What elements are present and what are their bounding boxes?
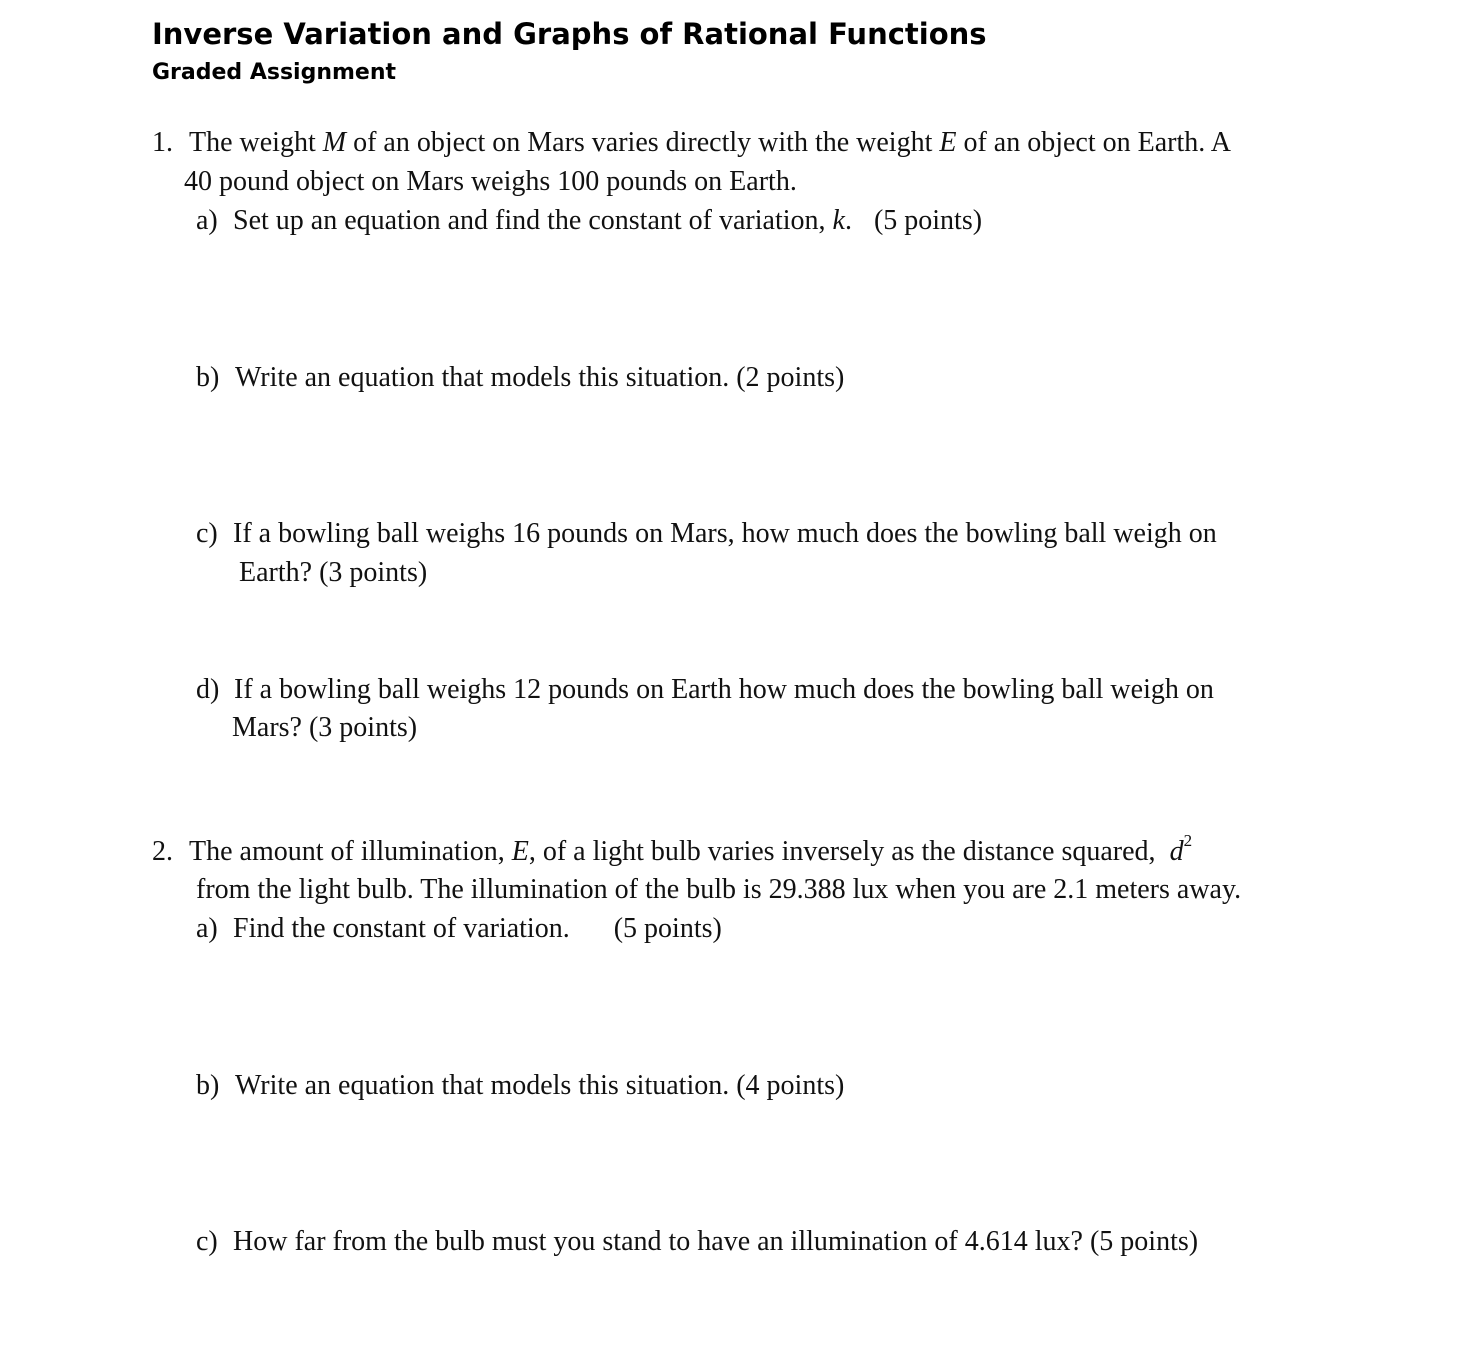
q1-d-text: If a bowling ball weighs 12 pounds on Earth how much does the bowling ball weigh on bbox=[234, 674, 1214, 705]
q1-a-points: (5 points) bbox=[873, 205, 983, 236]
q2-var-d: d bbox=[1169, 836, 1184, 867]
q1-part-b bbox=[196, 359, 844, 397]
q2-exponent: 2 bbox=[1183, 831, 1193, 850]
q2-part-a bbox=[196, 910, 722, 948]
q1-part-c bbox=[196, 515, 1217, 553]
q1-stem-text: of an object on Earth. A bbox=[963, 127, 1231, 158]
q1-number: 1. bbox=[152, 127, 173, 158]
q1-stem-line1 bbox=[152, 124, 1231, 162]
q2-stem-text: The amount of illumination, bbox=[189, 836, 505, 867]
q1-a-period: . bbox=[844, 205, 852, 236]
q2-c-text: How far from the bulb must you stand to have an illumination of 4.614 lux? (5 points) bbox=[233, 1226, 1199, 1257]
q1-b-label: b) bbox=[196, 362, 220, 393]
q1-b-text: Write an equation that models this situation. (2 points) bbox=[235, 362, 845, 393]
q1-var-e: E bbox=[939, 127, 957, 158]
q2-c-label: c) bbox=[196, 1226, 218, 1257]
q1-part-d bbox=[196, 671, 1214, 709]
q2-b-text: Write an equation that models this situation. (4 points) bbox=[235, 1070, 845, 1101]
q1-c-text: If a bowling ball weighs 16 pounds on Mars, how much does the bowling ball weigh on bbox=[233, 518, 1217, 549]
q2-stem-line2: from the light bulb. The illumination of the bulb is 29.388 lux when you are 2.1 meters away. bbox=[196, 874, 1242, 905]
q1-part-d-line2: Mars? (3 points) bbox=[232, 712, 418, 743]
q2-stem-text: , of a light bulb varies inversely as the distance squared, bbox=[528, 836, 1156, 867]
q1-d-label: d) bbox=[196, 674, 220, 705]
q2-part-b bbox=[196, 1067, 844, 1105]
q1-stem-text: of an object on Mars varies directly with the weight bbox=[353, 127, 933, 158]
q1-part-a bbox=[196, 202, 982, 240]
q2-stem-line1 bbox=[152, 833, 1192, 871]
page-title: Inverse Variation and Graphs of Rational Functions bbox=[152, 17, 987, 51]
q2-number: 2. bbox=[152, 836, 173, 867]
q1-c-label: c) bbox=[196, 518, 218, 549]
q2-part-c bbox=[196, 1223, 1198, 1261]
q1-a-var-k: k bbox=[832, 205, 845, 236]
q1-stem-line2: 40 pound object on Mars weighs 100 pounds on Earth. bbox=[184, 166, 797, 197]
q2-a-text: Find the constant of variation. bbox=[233, 913, 570, 944]
q1-a-label: a) bbox=[196, 205, 218, 236]
q1-a-text: Set up an equation and find the constant of variation, bbox=[233, 205, 826, 236]
q1-part-c-line2: Earth? (3 points) bbox=[239, 557, 428, 588]
q1-var-m: M bbox=[322, 127, 347, 158]
page-subtitle: Graded Assignment bbox=[152, 60, 397, 85]
q2-a-points: (5 points) bbox=[613, 913, 722, 944]
q2-var-e: E bbox=[511, 836, 529, 867]
q2-b-label: b) bbox=[196, 1070, 220, 1101]
q1-stem-text: The weight bbox=[189, 127, 316, 158]
q2-a-label: a) bbox=[196, 913, 218, 944]
